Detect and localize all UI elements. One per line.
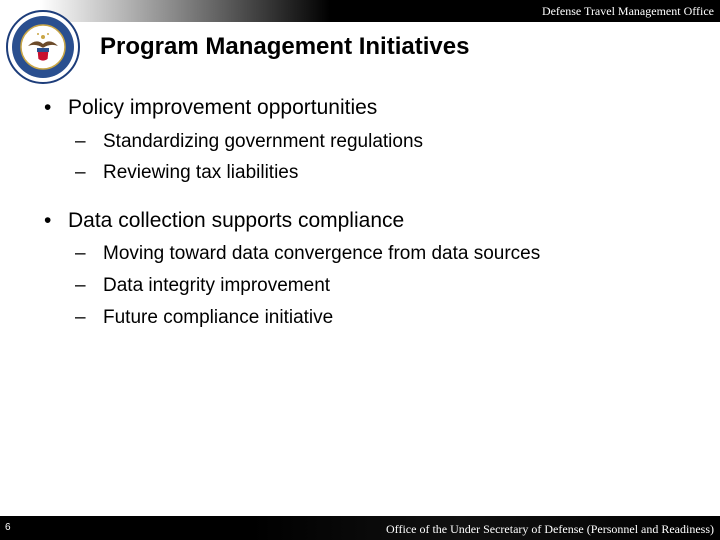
bullet-item	[44, 209, 404, 233]
bullet-text: Data collection supports compliance	[68, 209, 405, 232]
bullet-symbol: •	[44, 96, 52, 119]
department-of-defense-seal-icon	[6, 10, 80, 84]
page-number: 6	[5, 522, 11, 533]
sub-bullet-item	[75, 162, 298, 184]
sub-bullet-text: Moving toward data convergence from data sources	[103, 243, 541, 264]
dash-symbol: –	[75, 162, 86, 183]
bullet-text: Policy improvement opportunities	[68, 96, 378, 119]
header-organization: Defense Travel Management Office	[541, 4, 714, 18]
sub-bullet-item	[75, 131, 423, 153]
dash-symbol: –	[75, 243, 86, 264]
bullet-symbol: •	[44, 209, 52, 232]
footer-organization: Office of the Under Secretary of Defense (Personnel and Readiness)	[386, 522, 714, 536]
sub-bullet-text: Reviewing tax liabilities	[103, 162, 299, 183]
sub-bullet-item	[75, 307, 333, 329]
bullet-item	[44, 96, 377, 120]
sub-bullet-text: Standardizing government regulations	[103, 131, 424, 152]
sub-bullet-text: Data integrity improvement	[103, 275, 331, 296]
sub-bullet-item	[75, 275, 330, 297]
dash-symbol: –	[75, 131, 86, 152]
dash-symbol: –	[75, 307, 86, 328]
sub-bullet-text: Future compliance initiative	[103, 307, 334, 328]
dash-symbol: –	[75, 275, 86, 296]
slide-title: Program Management Initiatives	[100, 33, 470, 60]
sub-bullet-item	[75, 243, 540, 265]
